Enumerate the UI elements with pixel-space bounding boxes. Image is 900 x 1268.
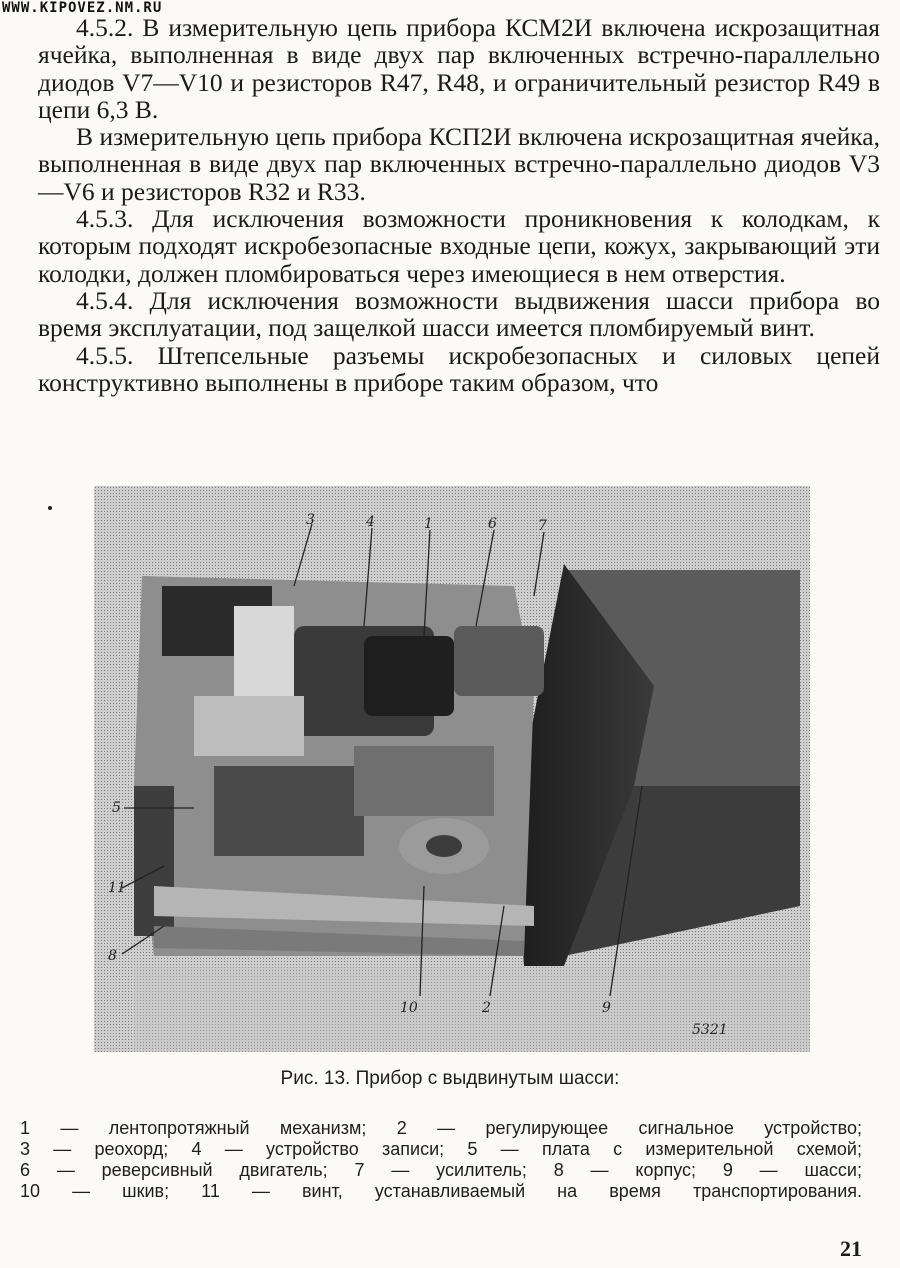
table-surface [134, 966, 810, 1052]
legend-line: 3 — реохорд; 4 — устройство записи; 5 — плата с измерительной схемой; [20, 1139, 862, 1159]
callout-label: 6 [488, 516, 497, 532]
paragraph-4-5-4: 4.5.4. Для исключения возможности выдвижения шасси прибора во время эксплуатации, под защелкой шасси имеется пломбируемый винт. [38, 285, 880, 343]
body-text [38, 14, 880, 396]
amplifier-area [214, 766, 364, 856]
paragraph-4-5-5: 4.5.5. Штепсельные разъемы искробезопасных и силовых цепей конструктивно выполнены в приборе таким образом, что [38, 340, 880, 397]
legend-line: 1 — лентопротяжный механизм; 2 — регулирующее сигнальное устройство; [20, 1118, 862, 1138]
measurement-board [354, 746, 494, 816]
callout-label: 1 [424, 516, 433, 532]
paragraph-4-5-3: 4.5.3. Для исключения возможности проникновения к колодкам, к которым подходят искробезопасные входные цепи, кожух, закрывающий эти колодки, должен пломбироваться через имеющиеся в нем отверстия. [38, 204, 880, 288]
paragraph-4-5-2: 4.5.2. В измерительную цепь прибора КСМ2И включена искрозащитная ячейка, выполненная в виде двух пар включенных встречно-параллельно диодов V7—V10 и резисторов R47, R48, и ограничительный резистор R49 в цепи 6,3 В. [38, 13, 880, 124]
figure-caption: Рис. 13. Прибор с выдвинутым шасси: [280, 1068, 620, 1089]
legend-line: 6 — реверсивный двигатель; 7 — усилитель; 8 — корпус; 9 — шасси; [20, 1160, 862, 1180]
pulley-hub [426, 835, 462, 857]
callout-label: 3 [306, 512, 315, 528]
recording-device [454, 626, 544, 696]
callout-label: 11 [108, 880, 126, 896]
paragraph-ksp2i: В измерительную цепь прибора КСП2И включена искрозащитная ячейка, выполненная в виде двух пар включенных встречно-параллельно диодов V3—V6 и резисторов R32 и R33. [38, 122, 880, 206]
callout-label: 8 [108, 948, 117, 964]
legend-line: 10 — шкив; 11 — винт, устанавливаемый на время транспортирования. [20, 1181, 862, 1201]
photo-code: 5321 [692, 1022, 728, 1038]
callout-label: 4 [366, 514, 375, 530]
reversible-motor [364, 636, 454, 716]
callout-label: 2 [482, 1000, 491, 1016]
page-number: 21 [840, 1236, 862, 1261]
board-1 [194, 696, 304, 756]
callout-label: 9 [602, 1000, 611, 1016]
callout-label: 7 [538, 518, 547, 534]
site-watermark: WWW.KIPOVEZ.NM.RU [2, 0, 163, 16]
component-light-1 [234, 606, 294, 696]
callout-label: 10 [400, 1000, 418, 1016]
callout-label: 5 [112, 800, 121, 816]
print-speck [48, 506, 52, 510]
figure-legend [20, 1118, 862, 1202]
figure-photo [94, 486, 810, 1052]
instrument-photo-drawing [94, 486, 810, 1052]
